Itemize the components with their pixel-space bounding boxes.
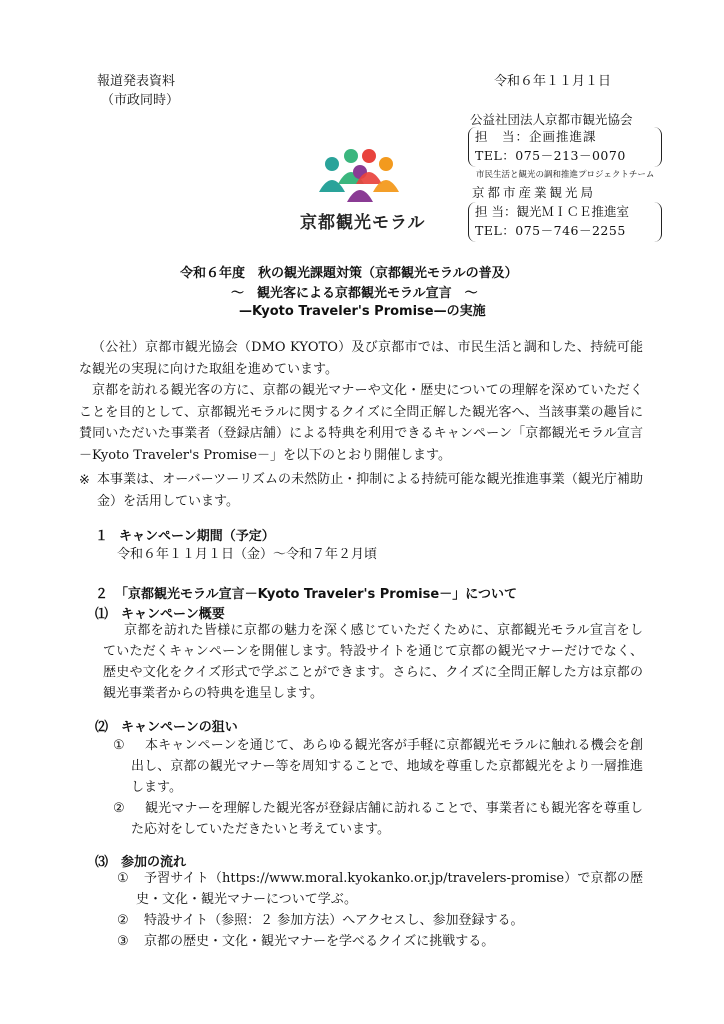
sub2-item2-mark: ② [113, 801, 125, 816]
sub1-title: キャンペーン概要 [121, 607, 225, 622]
contact-org2-tel: TEL：075－746－2255 [475, 223, 626, 238]
release-note: （市政同時） [101, 93, 180, 108]
contact-org1: 公益社団法人京都市観光協会 [470, 112, 633, 127]
contact-org1-dept: 担 当：企画推進課 [475, 129, 597, 144]
release-date: 令和６年１１月１日 [494, 74, 612, 89]
sub3-number: ⑶ [95, 855, 109, 870]
sub3-item2-text: 特設サイト（参照：２ 参加方法）へアクセスし、参加登録する。 [144, 913, 524, 928]
contact-org2-dept: 担 当：観光ＭＩＣＥ推進室 [475, 204, 629, 219]
contact-project-team: 市民生活と観光の調和推進プロジェクトチーム [476, 170, 655, 180]
logo-text: 京都観光モラル [300, 213, 426, 233]
people-icon [300, 146, 420, 208]
contact-org2: 京都市産業観光局 [472, 185, 597, 200]
kyoto-moral-logo [300, 146, 426, 236]
sub1-number: ⑴ [95, 607, 109, 622]
section1-title: キャンペーン期間（予定） [119, 529, 275, 544]
section2-number: ２ [95, 587, 109, 602]
intro-paragraph-1: （公社）京都市観光協会（DMO KYOTO）及び京都市では、市民生活と調和した、持続可能な観光の実現に向けた取組を進めています。 [79, 340, 643, 377]
contact-box-2 [468, 202, 662, 242]
sub2-number: ⑵ [95, 720, 109, 735]
release-type: 報道発表資料 [97, 74, 176, 89]
intro-note: 本事業は、オーバーツーリズムの未然防止・抑制による持続可能な観光推進事業（観光庁補助金）を活用しています。 [97, 472, 643, 509]
sub2-title: キャンペーンの狙い [121, 720, 238, 735]
sub3-item2-mark: ② [117, 913, 129, 928]
contact-org1-tel: TEL：075－213－0070 [475, 148, 626, 163]
intro [79, 337, 643, 466]
sub3-item1-mark: ① [117, 871, 129, 886]
sub3-title: 参加の流れ [121, 855, 187, 870]
note-mark: ※ [79, 473, 90, 488]
sub3-item3-text: 京都の歴史・文化・観光マナーを学べるクイズに挑戦する。 [144, 934, 495, 949]
section2-title: 「京都観光モラル宣言－Kyoto Traveler's Promise－」について [115, 587, 517, 602]
sub3-item1-text: 予習サイト（https://www.moral.kyokanko.or.jp/travelers-promise）で京都の歴史・文化・観光マナーについて学ぶ。 [136, 871, 643, 907]
sub3-item3-mark: ③ [117, 934, 129, 949]
sub2-item1-mark: ① [113, 738, 125, 753]
intro-paragraph-2: 京都を訪れる観光客の方に、京都の観光マナーや文化・歴史についての理解を深めていただくことを目的として、京都観光モラルに関するクイズに全問正解した観光客へ、当該事業の趣旨に賛同いただいた事業者（登録店舗）による特典を利用できるキャンペーン「京都観光モラル宣言－Kyoto Traveler's Promise－」を以下のとおり開催します。 [79, 383, 643, 463]
section1-period: 令和６年１１月１日（金）～令和７年２月頃 [117, 547, 378, 562]
title-line2: ～ 観光客による京都観光モラル宣言 ～ [231, 286, 478, 301]
contact-box-1 [468, 127, 662, 167]
sub1-text: 京都を訪れた皆様に京都の魅力を深く感じていただくために、京都観光モラル宣言をしていただくキャンペーンを開催します。特設サイトを通じて京都の観光マナーだけでなく、歴史や文化をクイズ形式で学ぶことができます。さらに、クイズに全問正解した方は京都の観光事業者からの特典を進呈します。 [103, 623, 643, 701]
sub2-item1-text: 本キャンペーンを通じて、あらゆる観光客が手軽に京都観光モラルに触れる機会を創出し、京都の観光マナー等を周知することで、地域を尊重した京都観光をより一層推進します。 [131, 738, 643, 795]
section1-number: １ [95, 529, 109, 544]
sub2-item2-text: 観光マナーを理解した観光客が登録店舗に訪れることで、事業者にも観光客を尊重した応対をしていただきたいと考えています。 [131, 801, 643, 837]
title-line3: —Kyoto Traveler's Promise—の実施 [239, 304, 486, 319]
title-line1: 令和６年度 秋の観光課題対策（京都観光モラルの普及） [180, 266, 518, 281]
